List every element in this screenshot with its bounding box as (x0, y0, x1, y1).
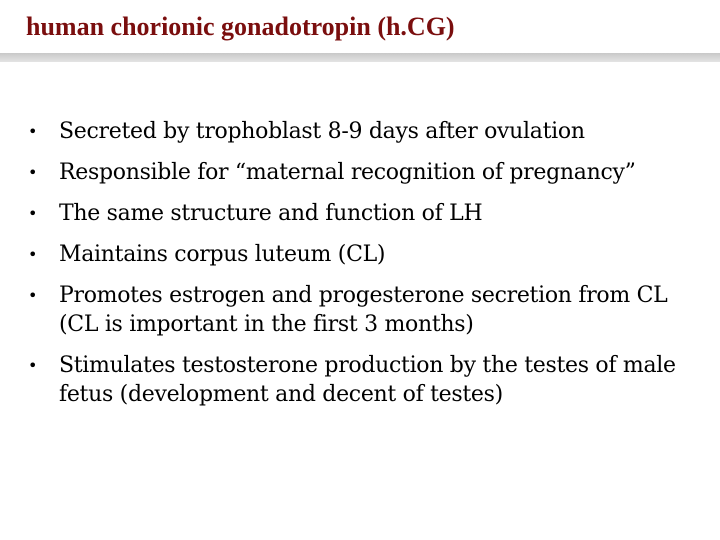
bullet-dot-icon: • (28, 163, 38, 182)
bullet-text: Responsible for “maternal recognition of pregnancy” (59, 160, 636, 185)
bullet-text: Maintains corpus luteum (CL) (59, 242, 386, 267)
bullet-text: Stimulates testosterone production by the testes of male fetus (development and decent of testes) (59, 353, 676, 407)
bullet-item-4 (28, 240, 708, 269)
bullet-text: The same structure and function of LH (59, 201, 483, 226)
bullet-text: Promotes estrogen and progesterone secretion from CL (CL is important in the first 3 months) (59, 283, 668, 337)
bullet-item-1 (28, 117, 708, 146)
bullet-dot-icon: • (28, 204, 38, 223)
title-divider (0, 53, 720, 62)
bullet-list (28, 117, 708, 421)
bullet-dot-icon: • (28, 245, 38, 264)
bullet-dot-icon: • (28, 356, 38, 375)
bullet-dot-icon: • (28, 286, 38, 305)
slide-title: human chorionic gonadotropin (h.CG) (26, 12, 455, 41)
bullet-dot-icon: • (28, 122, 38, 141)
bullet-item-2 (28, 158, 708, 187)
bullet-item-5 (28, 281, 708, 339)
bullet-item-3 (28, 199, 708, 228)
bullet-item-6 (28, 351, 708, 409)
bullet-text: Secreted by trophoblast 8-9 days after ovulation (59, 119, 585, 144)
